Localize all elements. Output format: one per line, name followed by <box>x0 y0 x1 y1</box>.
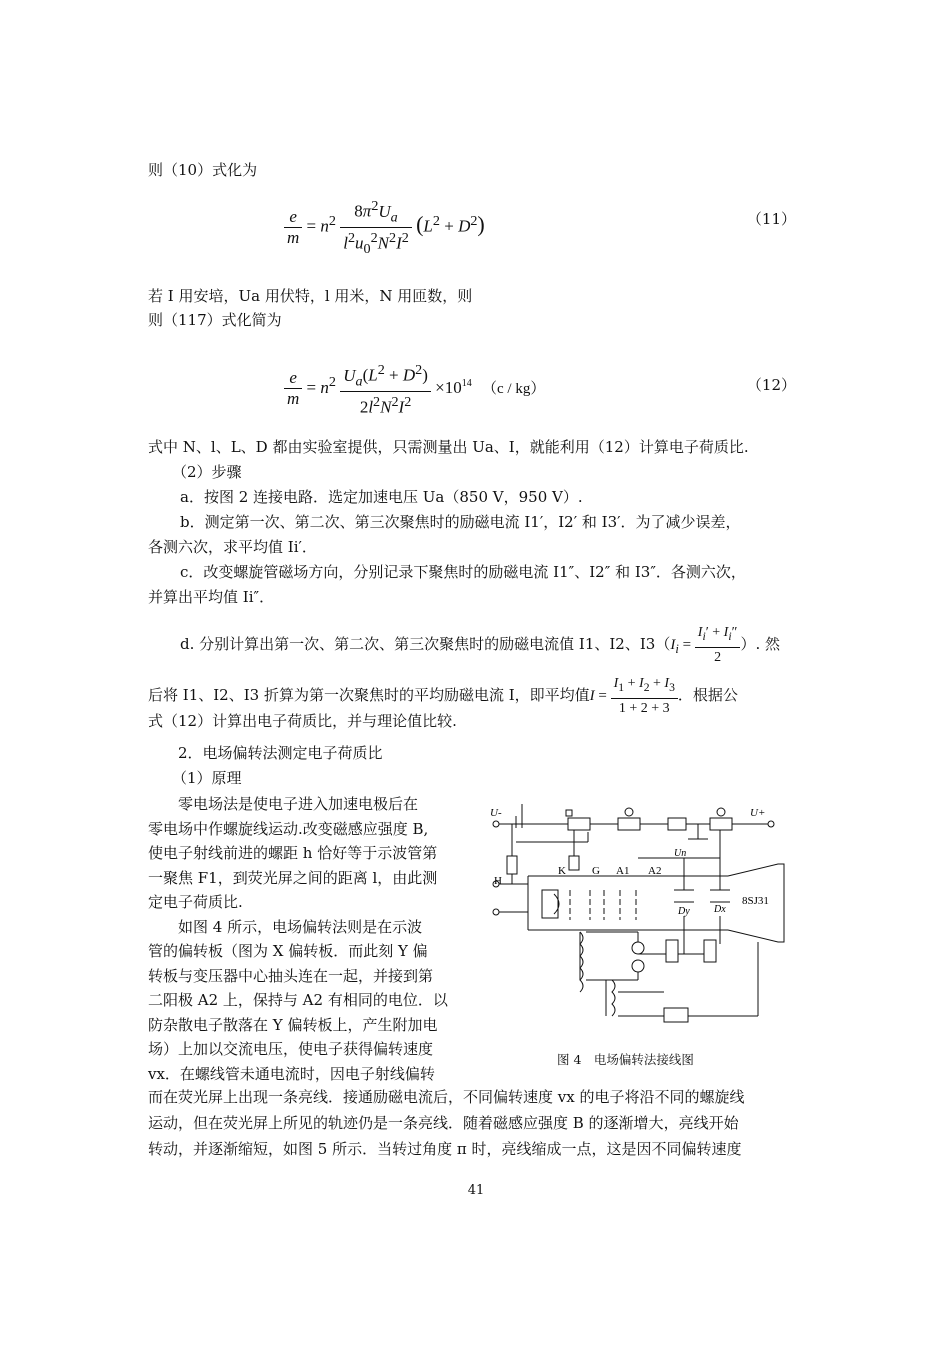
text-line: 并算出平均值 Ii″． <box>148 588 275 606</box>
text-line: d. 分别计算出第一次、第二次、第三次聚焦时的励磁电流值 I1、I2、$I3(I_i$ = $\frac{I_i' + I_i''}{2}$ ）. 然 <box>180 625 780 665</box>
label: Dy <box>678 906 690 917</box>
label: A2 <box>648 865 662 877</box>
text-line: 二阳极 A2 上，保持与 A2 有相同的电位．以 <box>148 991 448 1009</box>
text-line: b．测定第一次、第二次、第三次聚焦时的励磁电流 I1′，I2′ 和 I3′．为了减少误差， <box>180 513 741 531</box>
text-line: 如图 4 所示，电场偏转法则是在示波 <box>148 917 423 936</box>
label: Un <box>674 848 687 859</box>
label: Dx <box>714 904 726 915</box>
text-segment: 后将 I1、I2、I3 折算为第一次聚焦时的平均励磁电流 I，即平均值 <box>148 685 590 704</box>
label: U+ <box>750 807 766 819</box>
text-line: 若 I 用安培，Ua 用伏特，l 用米，N 用匝数，则 <box>148 287 473 305</box>
text-line: 而在荧光屏上出现一条亮线．接通励磁电流后，不同偏转速度 vx 的电子将沿不同的螺旋线 <box>148 1088 745 1106</box>
text-line: 防杂散电子散落在 Y 偏转板上，产生附加电 <box>148 1015 438 1034</box>
text-line: （1）原理 <box>172 769 242 787</box>
circuit-diagram <box>488 804 790 1040</box>
text-line: 定电子荷质比. <box>148 893 243 911</box>
label: G <box>592 865 600 877</box>
label: 8SJ31 <box>742 895 769 907</box>
text-line: a．按图 2 连接电路．选定加速电压 Ua（850 V，950 V）. <box>180 488 583 506</box>
text-segment: ．根据公 <box>677 685 738 704</box>
equation-11: $\frac{e}{m}$ = $n^2$ $\frac{8\pi^2U_a}{l^2u_0^2N^2I^2}$ $(L^2 + D^2)$ <box>284 196 485 259</box>
text-line: c．改变螺旋管磁场方向，分别记录下聚焦时的励磁电流 I1″、I2″ 和 I3″．各测六次， <box>180 563 746 581</box>
label: K <box>558 865 566 877</box>
text-line: 则（10）式化为 <box>148 161 258 179</box>
text-line: 零电场中作螺旋线运动.改变磁感应强度 B, <box>148 819 429 838</box>
unit-label: （c / kg） <box>482 380 546 397</box>
text-line: 各测六次，求平均值 Ii′． <box>148 538 317 556</box>
text-line: 一聚焦 F1，到荧光屏之间的距离 l，由此测 <box>148 868 438 887</box>
equation-number: （11） <box>746 210 796 228</box>
label: A1 <box>616 865 630 877</box>
text-line: （2）步骤 <box>172 463 242 481</box>
text-line: vx．在螺线管未通电流时，因电子射线偏转 <box>148 1064 435 1083</box>
text-line: 使电子射线前进的螺距 h 恰好等于示波管第 <box>148 844 438 862</box>
text-line: 管的偏转板（图为 X 偏转板．而此刻 Y 偏 <box>148 942 428 960</box>
text-line: 式中 N、l、L、D 都由实验室提供，只需测量出 Ua、I，就能利用（12）计算电子荷质比. <box>148 438 749 456</box>
label: U- <box>490 807 502 819</box>
equation-12: $\frac{e}{m}$ = $n^2$ $\frac{U_a(L^2 + D^2)}{2l^2N^2I^2}$ $\times 10^{14}$ （c / kg） <box>284 360 545 418</box>
text-line: 转动，并逐渐缩短，如图 5 所示．当转过角度 π 时，亮线缩成一点，这是因不同偏转速度 <box>148 1140 742 1158</box>
label: H <box>494 875 502 887</box>
text-line: 场）上加以交流电压，使电子获得偏转速度 <box>148 1040 434 1058</box>
text-segment: ）. 然 <box>740 634 780 653</box>
page-number: 41 <box>467 1183 485 1198</box>
text-line: 零电场法是使电子进入加速电极后在 <box>148 795 419 813</box>
text-line: 式（12）计算出电子荷质比，并与理论值比较. <box>148 712 457 730</box>
text-line: 则（117）式化简为 <box>148 311 282 329</box>
figure-caption: 图 4 电场偏转法接线图 <box>557 1052 694 1067</box>
text-segment: d. 分别计算出第一次、第二次、第三次聚焦时的励磁电流值 I1、I2、I3（ <box>180 634 671 653</box>
equation-number: （12） <box>746 376 796 394</box>
text-line: 运动，但在荧光屏上所见的轨迹仍是一条亮线．随着磁感应强度 B 的逐渐增大，亮线开始 <box>148 1114 739 1132</box>
section-heading: 2．电场偏转法测定电子荷质比 <box>178 744 383 762</box>
wrapped-paragraph <box>148 792 468 1086</box>
text-line: 转板与变压器中心抽头连在一起，并接到第 <box>148 966 434 985</box>
text-line: 后将 I1、I2、I3 折算为第一次聚焦时的平均励磁电流 I，即平均值I = $\frac{I_1 + I_2 + I_3}{1 + 2 + 3}$ ．根据公 <box>148 676 738 716</box>
